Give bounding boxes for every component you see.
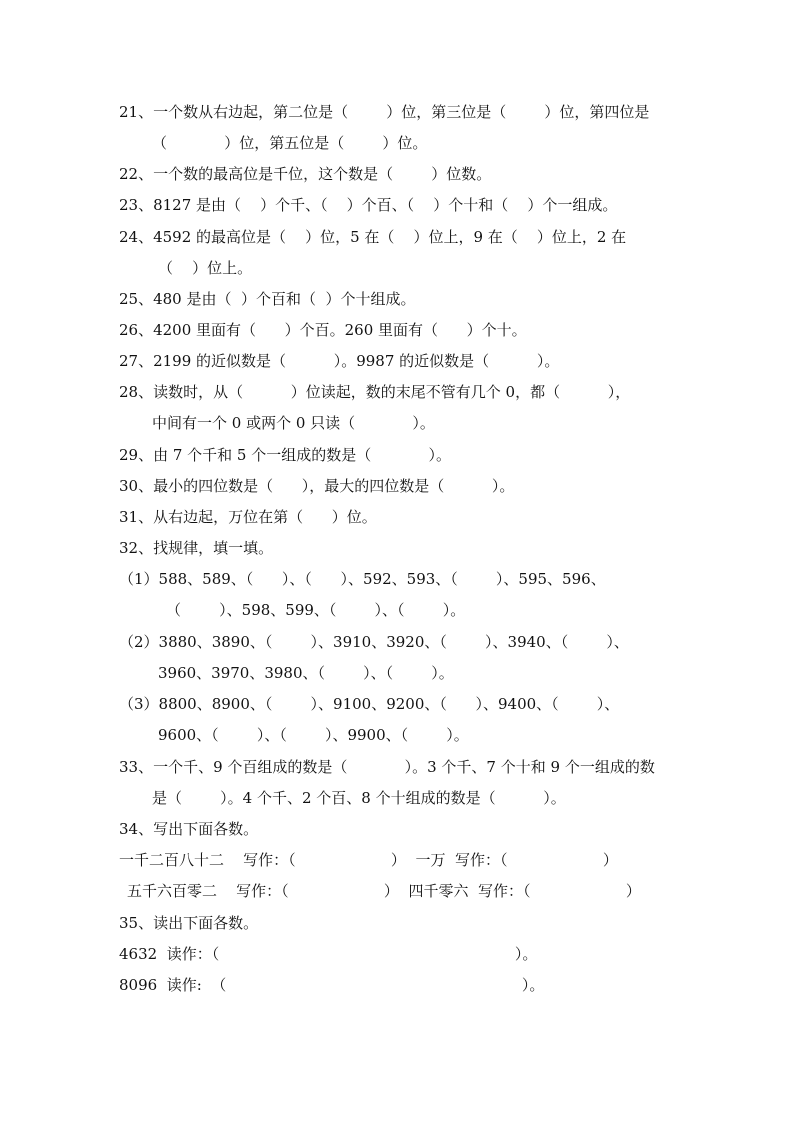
question-32-part-2-line-2: 3960、3970、3980、（ ）、（ ）。: [158, 664, 454, 682]
question-29: 29、由 7 个千和 5 个一组成的数是（ ）。: [119, 446, 451, 464]
question-35-title: 35、读出下面各数。: [119, 914, 259, 932]
question-32-part-2-line-1: （2）3880、3890、（ ）、3910、3920、（ ）、3940、（ ）、: [119, 633, 629, 651]
question-25: 25、480 是由（ ）个百和（ ）个十组成。: [119, 290, 416, 308]
question-31: 31、从右边起，万位在第（ ）位。: [119, 508, 377, 526]
question-34-row-1: 一千二百八十二 写作：（ ） 一万 写作：（ ）: [119, 851, 618, 869]
question-32-part-3-line-1: （3）8800、8900、（ ）、9100、9200、（ ）、9400、（ ）、: [119, 695, 620, 713]
question-23: 23、8127 是由（ ）个千、（ ）个百、（ ）个十和（ ）个一组成。: [119, 196, 618, 214]
question-28-line-2: 中间有一个 0 或两个 0 只读（ ）。: [152, 414, 435, 432]
question-32-part-3-line-2: 9600、（ ）、（ ）、9900、（ ）。: [158, 726, 469, 744]
question-32-title: 32、找规律，填一填。: [119, 539, 274, 557]
question-32-part-1-line-1: （1）588、589、（ ）、（ ）、592、593、（ ）、595、596、: [119, 570, 606, 588]
question-35-row-1: 4632 读作：（ ）。: [119, 945, 538, 963]
question-22: 22、一个数的最高位是千位，这个数是（ ）位数。: [119, 165, 492, 183]
question-34-title: 34、写出下面各数。: [119, 820, 259, 838]
question-32-part-1-line-2: （ ）、598、599、（ ）、（ ）。: [166, 601, 466, 619]
question-30: 30、最小的四位数是（ ），最大的四位数是（ ）。: [119, 477, 515, 495]
question-24-line-1: 24、4592 的最高位是（ ）位，5 在（ ）位上，9 在（ ）位上，2 在: [119, 228, 627, 246]
question-35-row-2: 8096 读作: （ ）。: [119, 976, 545, 994]
question-28-line-1: 28、读数时，从（ ）位读起，数的末尾不管有几个 0，都（ ），: [119, 383, 631, 401]
question-21-line-2: （ ）位，第五位是（ ）位。: [152, 134, 428, 152]
question-33-line-2: 是（ ）。4 个千、2 个百、8 个十组成的数是（ ）。: [152, 789, 566, 807]
question-26: 26、4200 里面有（ ）个百。260 里面有（ ）个十。: [119, 321, 527, 339]
question-24-line-2: （ ）位上。: [158, 259, 253, 277]
question-33-line-1: 33、一个千、9 个百组成的数是（ ）。3 个千、7 个十和 9 个一组成的数: [119, 758, 655, 776]
question-27: 27、2199 的近似数是（ ）。9987 的近似数是（ ）。: [119, 352, 560, 370]
question-34-row-2: 五千六百零二 写作：（ ） 四千零六 写作：（ ）: [127, 882, 641, 900]
question-21-line-1: 21、一个数从右边起，第二位是（ ）位，第三位是（ ）位，第四位是: [119, 103, 650, 121]
